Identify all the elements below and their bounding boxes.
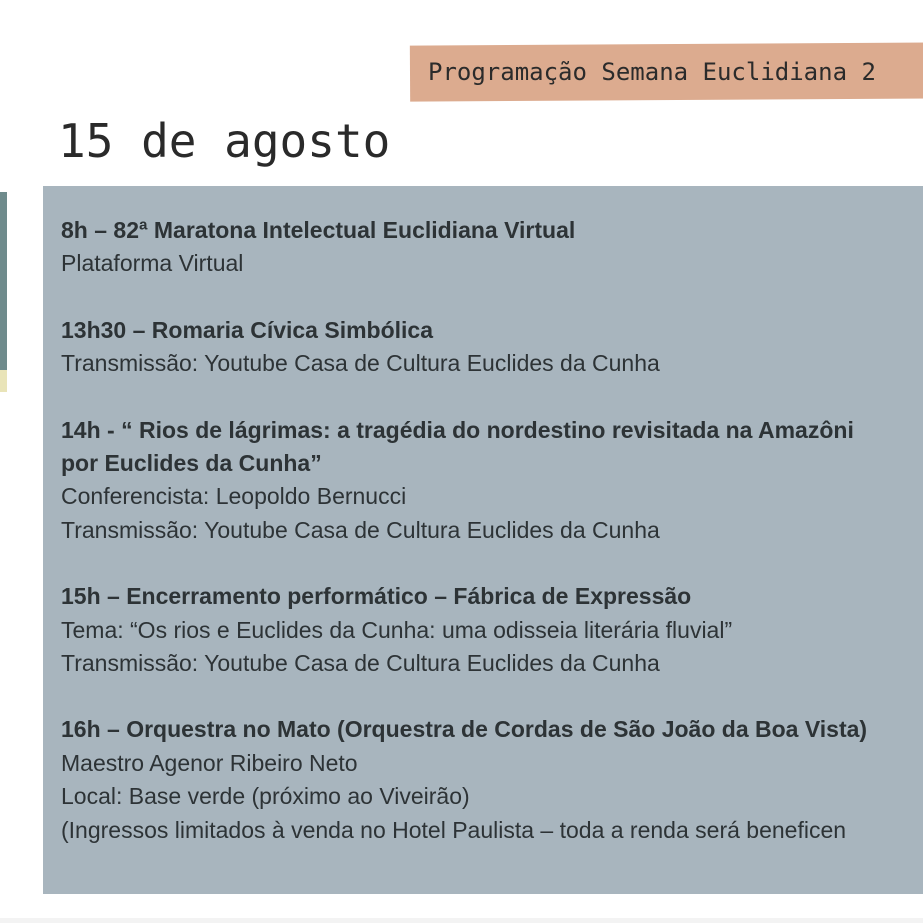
event-detail: Maestro Agenor Ribeiro Neto	[61, 749, 358, 776]
event-detail: Tema: “Os rios e Euclides da Cunha: uma odisseia literária fluvial”	[61, 616, 733, 643]
bottom-edge	[0, 918, 923, 923]
event-detail: Local: Base verde (próximo ao Viveirão)	[61, 783, 470, 810]
left-image-edge	[0, 192, 7, 370]
event-title: 16h – Orquestra no Mato (Orquestra de Cordas de São João da Boa Vista)	[61, 716, 868, 743]
event-item	[61, 314, 923, 381]
event-list	[61, 214, 923, 880]
event-title: 15h – Encerramento performático – Fábrica de Expressão	[61, 583, 692, 610]
event-item	[61, 214, 923, 281]
event-title: 13h30 – Romaria Cívica Simbólica	[61, 316, 434, 343]
event-detail: Transmissão: Youtube Casa de Cultura Euclides da Cunha	[61, 650, 660, 677]
event-detail: Conferencista: Leopoldo Bernucci	[61, 483, 407, 510]
event-item	[61, 580, 923, 680]
event-detail: (Ingressos limitados à venda no Hotel Paulista – toda a renda será beneficen	[61, 816, 847, 843]
event-detail: Transmissão: Youtube Casa de Cultura Euclides da Cunha	[61, 350, 660, 377]
event-detail: Transmissão: Youtube Casa de Cultura Euclides da Cunha	[61, 516, 660, 543]
date-title: 15 de agosto	[58, 114, 391, 168]
event-item	[61, 414, 923, 548]
event-detail: Plataforma Virtual	[61, 250, 244, 277]
event-title-continued: por Euclides da Cunha”	[61, 450, 322, 477]
event-title: 8h – 82ª Maratona Intelectual Euclidiana Virtual	[61, 217, 576, 243]
event-title: 14h - “ Rios de lágrimas: a tragédia do nordestino revisitada na Amazôni	[61, 416, 854, 443]
event-item	[61, 713, 923, 847]
header-banner-text: Programação Semana Euclidiana 2	[428, 58, 876, 86]
left-image-edge-base	[0, 370, 7, 392]
